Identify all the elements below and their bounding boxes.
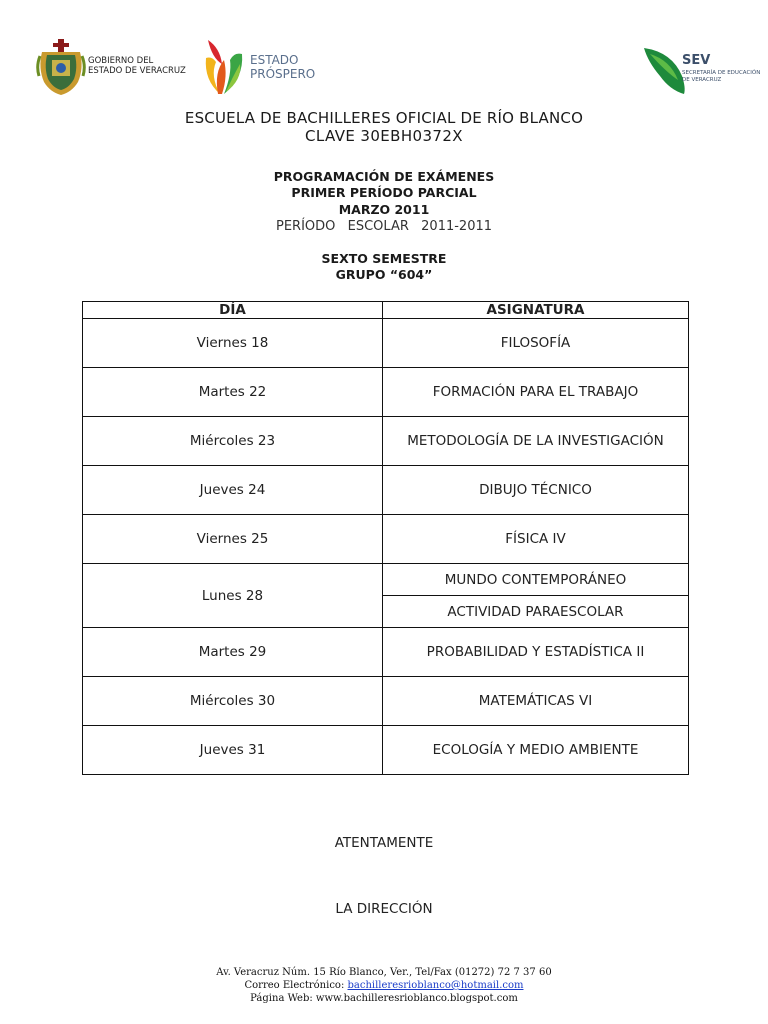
subject-cell: FÍSICA IV [383,515,689,564]
table-row [83,726,689,775]
day-cell: Martes 29 [83,628,383,677]
footer-email-link[interactable]: bachilleresrioblanco@hotmail.com [347,980,524,991]
day-column-header: DÍA [83,302,383,319]
footer-email-line [0,979,768,992]
sev-logo [642,46,766,98]
day-cell: Martes 22 [83,368,383,417]
government-logo-line1: GOBIERNO DEL [88,56,154,66]
exam-schedule-table [82,301,689,775]
sev-logo-full-name: SECRETARÍA DE EDUCACIÓN DE VERACRUZ [682,70,761,83]
subject-cell: ACTIVIDAD PARAESCOLAR [383,596,689,628]
program-title: PROGRAMACIÓN DE EXÁMENES [273,169,495,184]
program-month: MARZO 2011 [338,202,430,217]
school-period: PERÍODO ESCOLAR 2011-2011 [275,219,493,234]
table-row [83,368,689,417]
subject-cell: MATEMÁTICAS VI [383,677,689,726]
day-cell: Jueves 31 [83,726,383,775]
table-row [83,677,689,726]
table-row [83,319,689,368]
day-cell: Jueves 24 [83,466,383,515]
day-cell: Viernes 18 [83,319,383,368]
veracruz-coat-of-arms-icon [36,38,86,96]
subject-cell: FILOSOFÍA [383,319,689,368]
veracruz-government-logo [36,38,196,96]
footer-web: Página Web: www.bachilleresrioblanco.blogspot.com [250,993,518,1004]
footer-email-label: Correo Electrónico: [244,980,348,991]
footer [0,966,768,1005]
regards-text: ATENTAMENTE [334,835,434,851]
group: GRUPO “604” [335,267,433,282]
prospero-flame-icon [202,36,246,96]
sev-logo-abbr: SEV [682,53,711,68]
day-cell: Lunes 28 [83,564,383,628]
table-row [83,515,689,564]
subject-cell: MUNDO CONTEMPORÁNEO [383,564,689,596]
subject-cell: ECOLOGÍA Y MEDIO AMBIENTE [383,726,689,775]
table-row [83,417,689,466]
school-name: ESCUELA DE BACHILLERES OFICIAL DE RÍO BLANCO [184,109,584,127]
table-row [83,628,689,677]
subject-cell: PROBABILIDAD Y ESTADÍSTICA II [383,628,689,677]
subject-column-header: ASIGNATURA [383,302,689,319]
direction-signature: LA DIRECCIÓN [335,901,433,917]
prospero-logo-line1: ESTADO [250,53,299,67]
subject-cell: DIBUJO TÉCNICO [383,466,689,515]
school-key: CLAVE 30EBH0372X [305,127,463,145]
footer-address: Av. Veracruz Núm. 15 Río Blanco, Ver., Tel/Fax (01272) 72 7 37 60 [216,967,552,978]
day-cell: Viernes 25 [83,515,383,564]
subject-cell: METODOLOGÍA DE LA INVESTIGACIÓN [383,417,689,466]
prospero-logo-line2: PRÓSPERO [250,67,316,81]
program-subtitle: PRIMER PERÍODO PARCIAL [291,185,477,200]
estado-prospero-logo [202,36,332,98]
day-cell: Miércoles 23 [83,417,383,466]
government-logo-line2: ESTADO DE VERACRUZ [88,66,186,76]
semester: SEXTO SEMESTRE [321,251,447,266]
day-cell: Miércoles 30 [83,677,383,726]
subject-cell: FORMACIÓN PARA EL TRABAJO [383,368,689,417]
table-row [83,564,689,596]
table-row [83,466,689,515]
table-header-row [83,302,689,319]
